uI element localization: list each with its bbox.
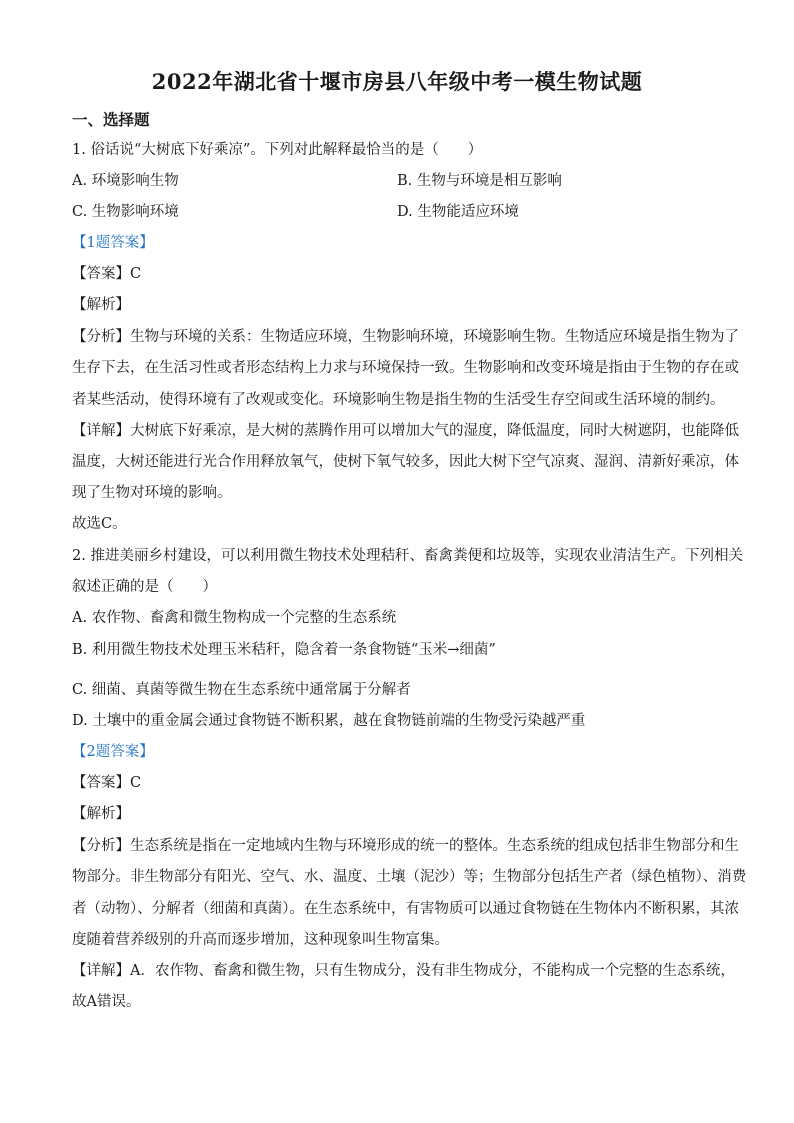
question-2-answer-heading: 【2题答案】 (72, 744, 154, 760)
question-2-option-b: B. 利用微生物技术处理玉米秸秆，隐含着一条食物链“玉米→细菌” (72, 642, 496, 658)
question-2-option-a: A. 农作物、畜禽和微生物构成一个完整的生态系统 (72, 610, 397, 626)
question-2-answer: 【答案】C (72, 775, 142, 791)
question-1-option-d: D. 生物能适应环境 (397, 204, 519, 220)
question-1-fenxi-line: 【分析】生物与环境的关系：生物适应环境，生物影响环境，环境影响生物。生物适应环境是指生物为了 (72, 329, 739, 345)
question-1-option-b: B. 生物与环境是相互影响 (397, 173, 562, 189)
question-1-answer: 【答案】C (72, 266, 142, 282)
question-1-answer-heading: 【1题答案】 (72, 235, 154, 251)
question-2-stem-line: 2. 推进美丽乡村建设，可以利用微生物技术处理秸秆、畜禽粪便和垃圾等，实现农业清洁生产。下列相关 (72, 548, 743, 564)
question-2-fenxi-line: 者（动物）、分解者（细菌和真菌）。在生态系统中，有害物质可以通过食物链在生物体内不断积累，其浓 (72, 901, 739, 917)
question-1-fenxi-line: 者某些活动，使得环境有了改观或变化。环境影响生物是指生物的生活受生存空间或生活环境的制约。 (72, 392, 725, 408)
question-2-option-c: C. 细菌、真菌等微生物在生态系统中通常属于分解者 (72, 682, 411, 698)
question-2-stem-line: 叙述正确的是（ ） (72, 579, 217, 595)
question-2-xiangjie-line: 故A错误。 (72, 994, 141, 1010)
page-title: 2022年湖北省十堰市房县八年级中考一模生物试题 (151, 69, 643, 94)
question-2-analysis-label: 【解析】 (72, 806, 130, 822)
question-1-fenxi-line: 生存下去，在生活习性或者形态结构上力求与环境保持一致。生物影响和改变环境是指由于生物的存在或 (72, 360, 739, 376)
question-1-xiangjie-line: 现了生物对环境的影响。 (72, 485, 232, 501)
question-2-fenxi-line: 度随着营养级别的升高而逐步增加，这种现象叫生物富集。 (72, 932, 449, 948)
question-1-conclusion: 故选C。 (72, 516, 127, 532)
question-2-fenxi-line: 物部分。非生物部分有阳光、空气、水、温度、土壤（泥沙）等；生物部分包括生产者（绿色植物）、消费 (72, 869, 747, 885)
question-1-analysis-label: 【解析】 (72, 297, 130, 313)
question-1-option-c: C. 生物影响环境 (72, 204, 179, 220)
section-heading: 一、选择题 (72, 110, 150, 129)
question-2-option-d: D. 土壤中的重金属会通过食物链不断积累，越在食物链前端的生物受污染越严重 (72, 713, 586, 729)
question-1-xiangjie-line: 【详解】大树底下好乘凉，是大树的蒸腾作用可以增加大气的湿度，降低温度，同时大树遮阴，也能降低 (72, 423, 739, 439)
question-1-xiangjie-line: 温度，大树还能进行光合作用释放氧气，使树下氧气较多，因此大树下空气凉爽、湿润、清新好乘凉，体 (72, 454, 739, 470)
question-1-stem: 1. 俗话说“大树底下好乘凉”。下列对此解释最恰当的是（ ） (72, 142, 483, 158)
question-2-fenxi-line: 【分析】生态系统是指在一定地域内生物与环境形成的统一的整体。生态系统的组成包括非生物部分和生 (72, 838, 739, 854)
question-2-xiangjie-line: 【详解】A．农作物、畜禽和微生物，只有生物成分，没有非生物成分，不能构成一个完整的生态系统， (72, 963, 735, 979)
question-1-option-a: A. 环境影响生物 (72, 173, 179, 189)
